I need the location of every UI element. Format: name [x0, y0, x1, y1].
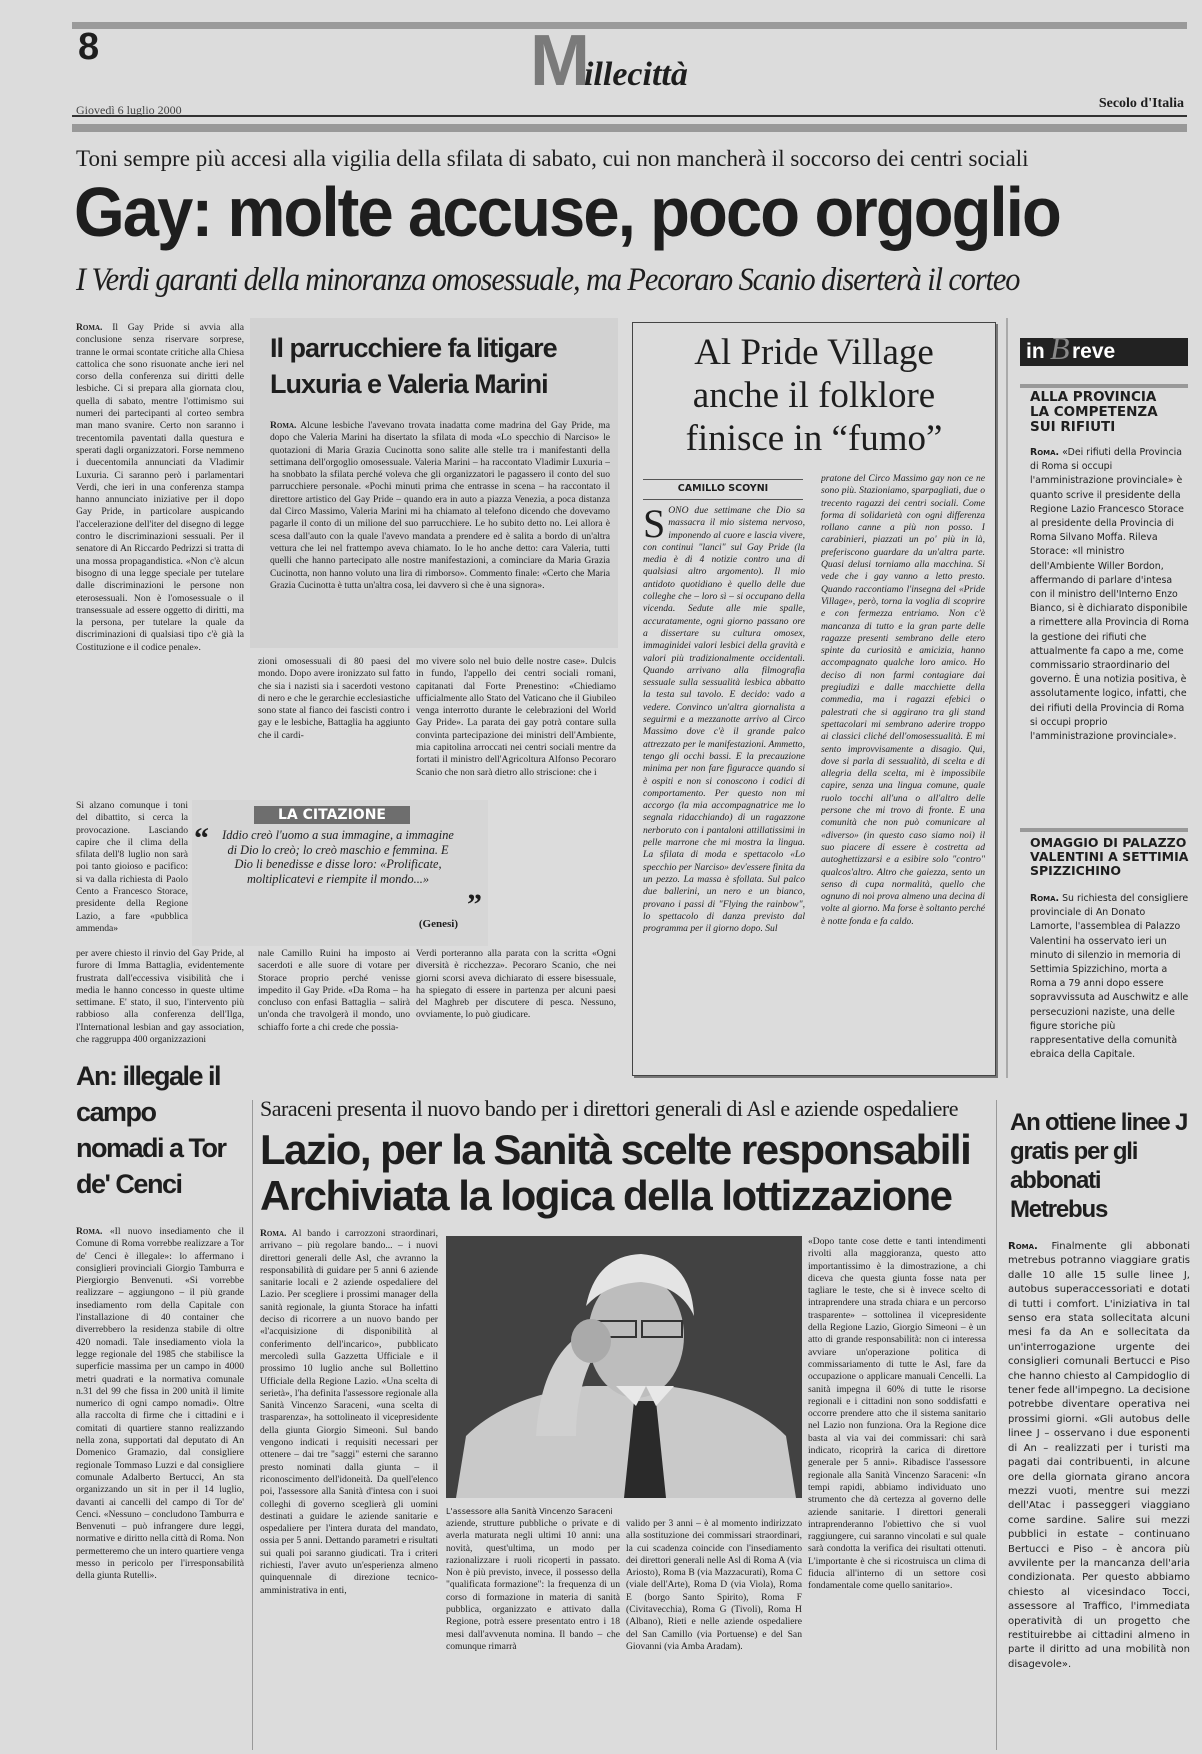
dateline: Roma. [1030, 447, 1060, 458]
lead-article-text-4: zioni omosessuali di 80 paesi del mondo. Dopo avere ironizzato sul fatto che sia i nazisti sia i sacerdoti vestono di nero e che le gerarchie ecclesiastiche sono state al fianco dei fascisti contro i gay e le lesbiche, Battaglia ha aggiunto che il cardi- [258, 656, 410, 741]
article-text: ONO due settimane che Dio sa massacra il mio sistema nervoso, imponendo al cuore e lascia vivere, con continui "lanci" sul Gay Pride (la media è di 4 notizie contro una di qualsiasi altro argomento). Il mio antidoto quotidiano è quello delle due colleghe che – loro sì – si occupano della vicenda. Sedute alle mie spalle, accuratamente, ogni giorno passano ore a dissertare su cultura omosex, immaginidei valori lesbici della gravità e valori più tradizionalmente occidentali. Quando arrivano alla filmografia sessuale sulla sessualità lesbica abbatto la testa sul tavolo. E decido: vado a vedere. Convinco un'altra giornalista a seguirmi e a mezzanotte arrivo al Circo Massimo dove c'è il grande palco attrezzato per le manifestazioni. Ammetto, tengo gli occhi bassi. E la precauzione minima per non fare figuracce quando si è ospiti e non si conoscono i codici di comportamento. Per questo non mi accorgo (la mia accompagnatrice me lo segnala ridacchiando) di un ragazzone nerboruto con i pantaloni attillatissimi in pelle marrone che mi mostra la lingua. La sfilata di moda e spettacolo «Lo specchio per Narciso» dev'essere finita da un pezzo. La massa è sfollata. Sul palco due ballerini, un nero e un bianco, provano i passi di "Flying the rainbow", lo spettacolo di danza previsto dal programma per il giorno dopo. Sul [643, 505, 805, 935]
logo-in: in [1026, 340, 1045, 363]
metrebus-text [1008, 1240, 1190, 1746]
dateline: Roma. [76, 1226, 103, 1237]
saraceni-photo [446, 1236, 802, 1514]
lead-kicker: Toni sempre più accesi alla vigilia della sfilata di sabato, cui non mancherà il soccorso dei centri sociali [76, 146, 1029, 171]
article-text: Finalmente gli abbonati metrebus potranno viaggiare gratis dalle 10 alle 15 sulle linee J, autobus superaccessoriati e dotati di tutti i comfort. L'iniziativa in tal senso era stata sollecitata alcuni mesi fa da An e sollecitata da un'interrogazione urgente dei consiglieri comunali Bertucci e Piso che hanno chiesto al Campidoglio di tener fede all'impegno. La decisione potrebbe diventare operativa nei prossimi giorni. «Gli autobus delle linee J – osservano i due esponenti di An – realizzati per i turisti ma pagati dai contribuenti, in alcune ore della giornata girano ancora mezzi vuoti, mentre sui mezzi dell'Atac i passeggeri viaggiano come sardine. Salire sui mezzi pubblici in estate – continuano Bertucci e Piso – è ancora più avvilente per la mancanza dell'aria condizionata. Per questo abbiamo chiesto al vicesindaco Tocci, assessore al Traffico, l'immediata operatività di un progetto che restituirebbe ai cittadini almeno in parte il diritto ad una mobilità non disagevole». [1008, 1241, 1190, 1670]
article-text: Su richiesta del consigliere provinciale di An Donato Lamorte, l'assemblea di Palazzo Valentini ha osservato ieri un minuto di silenzio in memoria di Settimia Spizzichino, morta a Roma a 79 anni dopo essere sopravvissuta ad Auschwitz e alle persecuzioni naziste, una delle figure storiche più rappresentative della comunità ebraica della Capitale. [1030, 893, 1189, 1061]
masthead-bottom-rule [72, 124, 1187, 132]
breve-headline-2: OMAGGIO DI PALAZZO VALENTINI A SETTIMIA SPIZZICHINO [1030, 835, 1189, 878]
sanita-text-2: aziende, strutture pubbliche o private e di averla maturata negli ultimi 10 anni: una novità, quest'ultima, un modo per razionalizzare i ruoli ricoperti in passato. Non è più previsto, invece, il possesso della "qualificata formazione": la frequenza di un corso di formazione in materia di sanità pubblica, organizzato e attivato dalla Regione, potrà essere presentato entro i 18 mesi dall'avvenuta nomina. Il bando – che comunque rimarrà [446, 1518, 620, 1652]
parrucchiere-headline-1: Il parrucchiere fa litigare [270, 333, 557, 363]
headline-line: finisce in “fumo” [685, 418, 943, 459]
dateline: Roma. [76, 322, 103, 333]
headline-line: Al Pride Village [694, 332, 934, 373]
lead-headline: Gay: molte accuse, poco orgoglio [74, 173, 1060, 251]
section-title: illecittà [583, 56, 688, 93]
dateline: Roma. [260, 1228, 287, 1239]
quote-label: LA CITAZIONE [254, 806, 410, 824]
metrebus-headline: An ottiene linee J gratis per gli abbonati Metrebus [1010, 1109, 1188, 1223]
portrait-image [446, 1236, 802, 1498]
pride-village-text-1 [643, 505, 805, 1067]
pride-village-box [632, 322, 996, 1076]
newspaper-name: Secolo d'Italia [1098, 96, 1184, 111]
breve-text-1 [1030, 446, 1190, 820]
section-initial: M [530, 21, 590, 101]
dateline: Roma. [270, 420, 297, 431]
in-breve-logo [1020, 330, 1188, 366]
quote-box [192, 800, 488, 946]
sanita-kicker: Saraceni presenta il nuovo bando per i direttori generali di Asl e aziende ospedaliere [260, 1096, 958, 1121]
parrucchiere-box [250, 318, 618, 648]
article-text: Al bando i carrozzoni straordinari, arrivano – più regolare bando... – i nuovi direttori generali delle Asl, che avranno la responsabilità di guidare per 5 anni 6 aziende sanitarie locali e 2 aziende ospedaliere del Lazio. Per scegliere i prossimi manager della sanità regionale, la giunta Storace ha infatti deciso di ricorrere a un nuovo bando per «l'acquisizione di disponibilità al conferimento dell'incarico», pubblicato mercoledì sulla Gazzetta Ufficiale e il prossimo 10 luglio anche sul Bollettino Ufficiale della Regione Lazio. «Una scelta di serietà», l'ha definita l'assessore regionale alla Sanità Vincenzo Saraceni, «una scelta di trasparenza», ha sottolineato il vicepresidente della giunta Giorgio Simeoni. Sul bando vengono indicati i requisiti necessari per ottenere – dai tre "saggi" esterni che saranno presto nominati dalla giunta – il riconoscimento dell'idoneità. Da quell'elenco poi, l'assessore alla Sanità d'intesa con i suoi colleghi di governo sceglierà gli uomini destinati a guidare le aziende sanitarie e ospedaliere per l'intera durata del mandato, ossia per 5 anni. Dettando parametri e risultati sui quali poi saranno giudicati. Tra i criteri richiesti, l'aver avuto un'esperienza almeno quinquennale di direzione tecnico-amministrativa in enti, [260, 1228, 438, 1596]
sanita-text-3: valido per 3 anni – è al momento indirizzato alla sostituzione dei commissari straordinari, la cui scadenza coincide con l'insediamento dei direttori generali nelle Asl di Roma A (via Ariosto), Roma B (via Mazzacurati), Roma C (viale dell'Arte), Roma D (via Viola), Roma E (borgo Santo Spirito), Roma F (Civitavecchia), Roma G (Tivoli), Roma H (Albano), Rieti e nelle aziende ospedaliere del San Camillo (via Portuense) e del San Giovanni (via Amba Aradam). [626, 1518, 802, 1652]
breve-text-2 [1030, 892, 1190, 1082]
quote-text: Iddio creò l'uomo a sua immagine, a immagine di Dio lo creò; lo creò maschio e femmina. E Dio li benedisse e disse loro: «Prolificate, moltiplicatevi e riempite il mondo...» [222, 828, 454, 886]
byline: CAMILLO SCOYNI [677, 483, 769, 494]
parrucchiere-text [270, 420, 610, 620]
quote-source: (Genesi) [418, 918, 458, 930]
dateline: Roma. [1030, 893, 1060, 904]
close-quote-icon: ” [467, 888, 482, 921]
section-masthead [530, 21, 688, 101]
logo-b: B [1050, 330, 1070, 366]
pride-village-text-2: pratone del Circo Massimo gay non ce ne sono più. Stazioniamo, sparpagliati, due o trecento ragazzi dei centri sociali. Come forma di solidarietà con ogni differenza rollano canne a più non posso. I carabinieri, piazzati un po' più in là, preferiscono guardare da un'altra parte. Quasi delusi torniamo alla macchina. Si vede che i gay vanno a letto presto. Quando raccontiamo l'insegna del «Pride Village», però, torna la voglia di scoprire e con fermezza entriamo. Non c'è mancanza di tutto e la gran parte delle ragazze presenti sembrano delle etero spinte da curiosità e amicizia, hanno accompagnato qualche loro amico. Ho deciso di non farmi contagiare dai pregiudizi e dalle macchiette della commedia, ma i ragazzi efebici o palestrati che si aggirano tra gli stand spettacolari mi sembrano aderire troppo ai classici cliché dell'omosessualità. E mi sento improvvisamente a disagio. Qui, dove si parla di sessualità, di scelta e di allegria della scelta, mi è impossibile capire, senza una lingua comune, quale ruolo tocchi all'una o all'altro delle persone che mi trovo di fronte. E una comunità che non può comunicare al «diverso» (in questo caso siamo noi) il suo piacere di essere è costretta ad autoghettizzarsi e a esibire solo "contro" qualcos'altro. Altro che gaiezza, sento un senso di cupa normalità, quello che ognuno di noi prova almeno una decina di volte al giorno. Ma forse è soltanto perché è notte fonda e fa caldo. [821, 473, 985, 927]
article-text: «Dei rifiuti della Provincia di Roma si occupi l'amministrazione provinciale» è quanto scrive il presidente della Regione Lazio Francesco Storace al presidente della Provincia di Roma Silvano Moffa. Rileva Storace: «Il ministro dell'Ambiente Willer Bordon, affermando di parlare d'intesa con il ministro dell'Interno Enzo Bianco, si è dichiarato disponibile a rimettere alla Provincia di Roma la gestione dei rifiuti che attualmente fa capo a me, come commissario straordinario del governo. È una notizia positiva, è assolutamente logico, infatti, che dei rifiuti della Provincia di Roma si occupi proprio l'amministrazione provinciale». [1030, 447, 1189, 743]
open-quote-icon: “ [194, 822, 209, 855]
article-text: Alcune lesbiche l'avevano trovata inadatta come madrina del Gay Pride, ma dopo che Valeria Marini ha disertato la sfilata di moda «Lo specchio di Narciso» le quotazioni di Maria Grazia Cucinotta sono salite alle stelle tra i manifestanti della settimana dell'orgoglio omosessuale. Valeria Marini – ha raccontato Vladimir Luxuria – ha snobbato la sfilata perché voleva che gli organizzatori le pagassero il conto del suo parrucchiere personale. «Pochi minuti prima che entrasse in scena – ha raccontato il direttore artistico del Gay Pride – quando era in auto a piazza Venezia, a poca distanza dal Circo Massimo, Valeria Marini mi ha chiamato al telefono dicendo che dovevamo pagarle il conto di un milione del suo parrucchiere. Le ho subito detto no. Lei allora è scesa dall'auto con la quale l'avevo mandata a prendere ed è salita a bordo di un'altra vettura che lei nel frattempo aveva chiamato. Io le ho anche detto: cara Valeria, tutti quelli che hanno partecipato alle nostre manifestazioni, a cominciare da Maria Grazia Cucinotta, non hanno voluto una lira di rimborso». Commento finale: «Certo che Maria Grazia Cucinotta è tutta un'altra cosa, lei davvero sì che è una signora». [270, 420, 610, 591]
nomadi-headline: An: illegale il campo nomadi a Tor de' Cenci [76, 1061, 226, 1199]
drop-cap: S [643, 505, 666, 546]
photo-caption: L'assessore alla Sanità Vincenzo Saraceni [446, 1507, 613, 1516]
nomadi-text [76, 1226, 244, 1746]
headline-line: anche il folklore [692, 375, 936, 416]
sanita-text-1 [260, 1228, 438, 1746]
lead-article-text-3: per avere chiesto il rinvio del Gay Pride, al furore di Imma Battaglia, evidentemente frustrata dall'eccessiva visibilità che i media le hanno concesso in queste ultime settimane. E' stato, il suo, l'intervento più rabbioso alla conferenza dell'Ilga, l'International lesbian and gay association, che raggruppa 400 organizzazioni [76, 948, 244, 1046]
pride-village-headline [633, 331, 995, 460]
sanita-text-4: «Dopo tante cose dette e tanti intendimenti rivolti alla maggioranza, questo atto importantissimo è la dimostrazione, a chi diceva che questa giunta fosse nata per tagliare le teste, che si è invece scelto di intraprendere una strada chiara e un percorso trasparente» – sottolinea il vicepresidente della Regione Lazio, Giorgio Simeoni – è un atto di grande responsabilità: non ci interessa avviare un'operazione politica di commissariamento di tutte le Asl, fare da occupazione o applicare manuali Cencelli. La sanità impegna il 60% di tutte le risorse regionali e i cittadini non sono soddisfatti e occorre prendere atto che il sistema sanitario nel Lazio non funziona. Ora la Regione dice basta al via vai dei commissari: chi sarà indicato, ricoprirà la carica di direttore generale per 5 anni». Ribadisce l'assessore regionale alla Sanità Vincenzo Saraceni: «In tempi rapidi, abbiamo individuato uno strumento che dà certezza al governo delle aziende sanitarie. I direttori generali intraprenderanno l'obiettivo che si vuol raggiungere, cui saranno vincolati e sul quale sarà condotta la verifica dei risultati ottenuti. L'importante è che si ricostruisca un clima di fiducia all'interno di un settore così fondamentale come quello sanitario». [808, 1236, 986, 1592]
page-number: 8 [78, 26, 100, 68]
sanita-headline-2: Archiviata la logica della lottizzazione [260, 1172, 952, 1219]
lead-article-text-7: Verdi porteranno alla parata con la scritta «Ogni diversità è ricchezza». Pecoraro Scanio, che nei giorni scorsi aveva dichiarato di essere bisessuale, ha spiegato di essere in partenza per alcuni paesi del Maghreb per discutere di pesca. Nessuno, ovviamente, lo può giudicare. [416, 948, 616, 1021]
masthead-rule [72, 115, 1187, 117]
lead-deck: I Verdi garanti della minoranza omosessuale, ma Pecoraro Scanio diserterà il corteo [76, 262, 1020, 298]
breve-headline-1: ALLA PROVINCIA LA COMPETENZA SUI RIFIUTI [1030, 389, 1158, 435]
lead-article-text-2: Si alzano comunque i toni del dibattito, si cerca la provocazione. Lasciando capire che il clima della sfilata dell'8 luglio non sarà poi tanto gioioso e pacifico: si va dalla richiesta di Paolo Cento a Francesco Storace, presidente della Regione Lazio, a fare «pubblica ammenda» [76, 800, 188, 934]
article-text: Il Gay Pride si avvia alla conclusione senza riservare sorprese, tranne le ormai scontate critiche alla Chiesa cattolica che sono risuonate anche ieri nel corso della conferenza sui diritti delle lesbiche. Ci si prepara alla giornata clou, quella di sabato, mentre l'ottimismo sui numeri dei partecipanti al corteo sembra man mano svanire. Certo non saranno i trecentomila paventati dalla questura e sperati dagli organizzatori. Forse nemmeno i duecentomila annunciati da Vladimir Luxuria. Ci saranno però i parlamentari Verdi, che ieri in una conferenza stampa hanno annunciato iniziative per il dopo Gay Pride, in particolare auspicando l'accelerazione dell'iter del disegno di legge contro le discriminazioni sessuali. Per il senatore di An Riccardo Pedrizzi si tratta di una mossa propagandistica. «Non c'è alcun bisogno di una legge speciale per tutelare dalle discriminazioni le persone non eterosessuali. Non è l'omosessuale o il transessuale ad essere oggetto di diritti, ma la persona, per tutelare la quale da discriminazioni di qualsiasi tipo c'è già la Costituzione e il codice penale». [76, 322, 244, 653]
issue-date: Giovedì 6 luglio 2000 [76, 103, 182, 117]
logo-reve: reve [1072, 340, 1116, 363]
article-text: «Il nuovo insediamento che il Comune di Roma vorrebbe realizzare a Tor de' Cenci è illegale»: lo affermano i consiglieri provinciali Giorgio Tamburra e Piergiorgio Benvenuti. «Si vorrebbe realizzare – aggiungono – il più grande insediamento rom della Capitale con l'installazione di 40 container che diverrebbero la residenza stabile di oltre 420 nomadi. Tale insediamento viola la legge regionale del 1985 che stabilisce la superficie massima per un campo in 4000 metri quadrati e la normativa comunale n.31 del 99 che fissa in 200 unità il limite numerico di ogni campo nomadi». Oltre alla raccolta di firme che i cittadini e i comitati di quartiere stanno realizzando nella zona, supportati dal deputato di An Domenico Gramazio, dal consigliere regionale Tommaso Luzzi e dal consigliere comunale Adalberto Bertucci, An sta organizzando un sit in per il 14 luglio, davanti ai cancelli del campo di Tor de' Cenci. «Nessuno – concludono Tamburra e Benvenuti – può infrangere dure leggi, normative e diritto nella città di Roma. Non permetteremo che un intero quartiere venga messo in pericolo per l'irresponsabilità della giunta Rutelli». [76, 1226, 244, 1582]
lead-article-text-5: nale Camillo Ruini ha imposto ai sacerdoti e alle suore di votare per Storace proprio perché venisse impedito il Gay Pride. «Da Roma – ha concluso con enfasi Battaglia – salirà un'onda che travolgerà il mondo, uno schiaffo forte a chi crede che possia- [258, 948, 410, 1033]
lead-article-text-6: mo vivere solo nel buio delle nostre case». Dulcis in fundo, l'appello dei centri sociali romani, capitanati dal Forte Prenestino: «Chiediamo ufficialmente allo Stato del Vaticano che il Giubileo venga interrotto durante le celebrazioni del World Gay Pride». La parata dei gay potrà contare sulla convinta partecipazione dei ministri dell'Ambiente, mia capitolina arroccati nei centri sociali mentre da fortati il ministro dell'Agricoltura Alfonso Pecoraro Scanio che non sarà dietro allo striscione: che i [416, 656, 616, 778]
dateline: Roma. [1008, 1241, 1038, 1252]
sanita-headline-1: Lazio, per la Sanità scelte responsabili [260, 1126, 971, 1173]
parrucchiere-headline-2: Luxuria e Valeria Marini [270, 369, 548, 399]
lead-article-text-1 [76, 322, 244, 800]
